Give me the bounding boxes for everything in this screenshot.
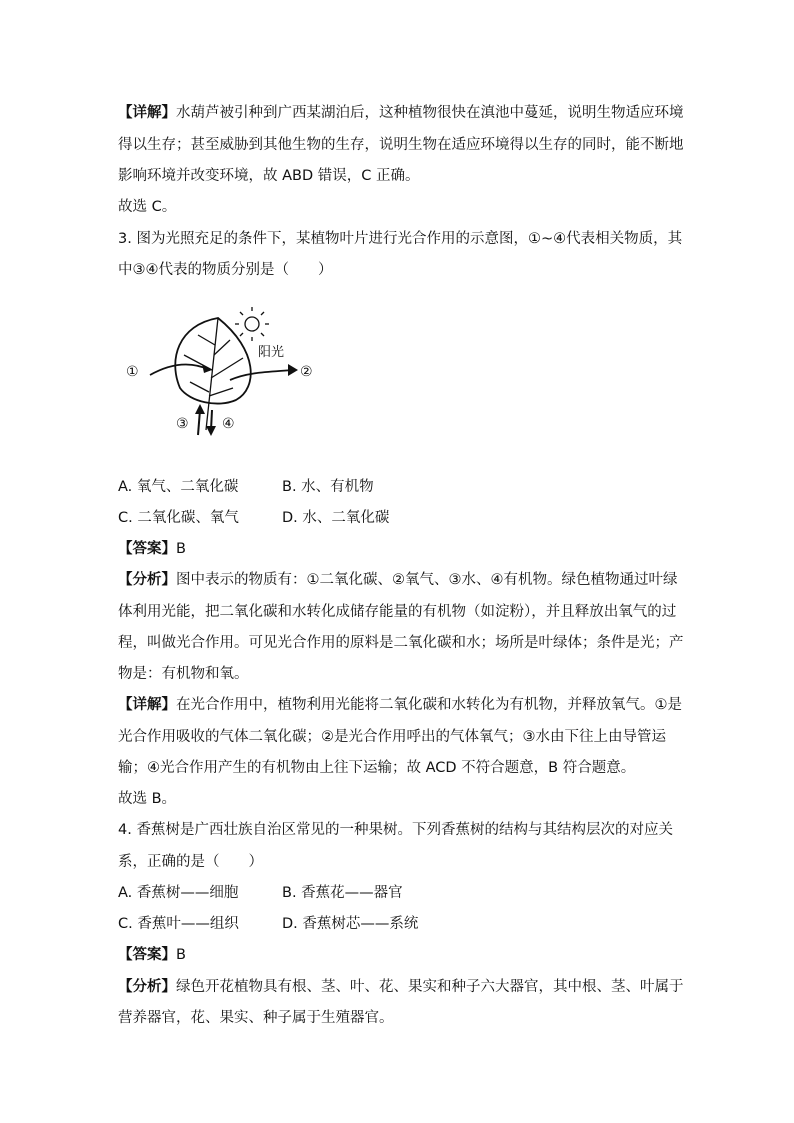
q4-option-d: D. 香蕉树芯——系统 — [282, 916, 419, 932]
detail-text: 水葫芦被引种到广西某湖泊后，这种植物很快在滇池中蔓延，说明生物适应环境 — [176, 105, 684, 121]
arrow-up-icon — [195, 404, 205, 414]
q3-detail-line-2: 光合作用吸收的气体二氧化碳；②是光合作用呼出的气体氧气；③水由下往上由导管运 — [118, 729, 666, 745]
label-4: ④ — [222, 416, 235, 432]
q3-option-d: D. 水、二氧化碳 — [282, 510, 390, 526]
label-2: ② — [300, 364, 313, 380]
detail-tag: 【详解】 — [118, 697, 176, 713]
answer-value: B — [176, 541, 186, 557]
q3-analysis-line-1 — [118, 570, 678, 590]
detail-tag: 【详解】 — [118, 105, 176, 121]
q2-detail-line-3: 影响环境并改变环境，故 ABD 错误，C 正确。 — [118, 168, 420, 184]
q4-analysis-line-2: 营养器官，花、果实、种子属于生殖器官。 — [118, 1010, 394, 1026]
leaf-diagram — [118, 300, 328, 450]
q3-stem-line-1: 3. 图为光照充足的条件下，某植物叶片进行光合作用的示意图，①~④代表相关物质，其 — [118, 231, 683, 247]
q4-analysis-line-1 — [118, 977, 684, 997]
analysis-text: 绿色开花植物具有根、茎、叶、花、果实和种子六大器官，其中根、茎、叶属于 — [176, 979, 684, 995]
arrow-out-icon — [288, 364, 298, 376]
q2-detail-line-1 — [118, 103, 684, 123]
label-3: ③ — [176, 416, 189, 432]
q3-answer — [118, 539, 678, 559]
q3-choice: 故选 B。 — [118, 791, 177, 807]
sun-label: 阳光 — [258, 345, 285, 360]
q3-stem-line-2: 中③④代表的物质分别是（ ） — [118, 262, 333, 278]
label-1: ① — [126, 364, 139, 380]
answer-tag: 【答案】 — [118, 541, 176, 557]
q3-detail-line-1 — [118, 695, 682, 715]
q4-option-b: B. 香蕉花——器官 — [282, 885, 403, 901]
analysis-text: 图中表示的物质有：①二氧化碳、②氧气、③水、④有机物。绿色植物通过叶绿 — [176, 572, 678, 588]
q4-option-a: A. 香蕉树——细胞 — [118, 885, 239, 901]
q4-answer — [118, 945, 678, 965]
q3-option-b: B. 水、有机物 — [282, 479, 374, 495]
q2-choice: 故选 C。 — [118, 199, 177, 215]
q4-option-c: C. 香蕉叶——组织 — [118, 916, 239, 932]
arrow-down-icon — [206, 426, 216, 436]
q3-detail-line-3: 输；④光合作用产生的有机物由上往下运输；故 ACD 不符合题意，B 符合题意。 — [118, 760, 636, 776]
q4-stem-line-1: 4. 香蕉树是广西壮族自治区常见的一种果树。下列香蕉树的结构与其结构层次的对应关 — [118, 822, 673, 838]
detail-text: 在光合作用中，植物利用光能将二氧化碳和水转化为有机物，并释放氧气。①是 — [176, 697, 682, 713]
q3-analysis-line-3: 程，叫做光合作用。可见光合作用的原料是二氧化碳和水；场所是叶绿体；条件是光；产 — [118, 635, 684, 651]
q3-option-c: C. 二氧化碳、氧气 — [118, 510, 239, 526]
q3-option-a: A. 氧气、二氧化碳 — [118, 479, 239, 495]
q3-analysis-line-2: 体利用光能，把二氧化碳和水转化成储存能量的有机物（如淀粉），并且释放出氧气的过 — [118, 604, 677, 620]
photosynthesis-leaf-figure — [118, 300, 328, 450]
answer-value: B — [176, 947, 186, 963]
analysis-tag: 【分析】 — [118, 979, 176, 995]
sun-icon — [235, 307, 269, 341]
answer-tag: 【答案】 — [118, 947, 176, 963]
analysis-tag: 【分析】 — [118, 572, 176, 588]
q4-stem-line-2: 系，正确的是（ ） — [118, 854, 263, 870]
q3-analysis-line-4: 物是：有机物和氧。 — [118, 666, 249, 682]
q2-detail-line-2: 得以生存；甚至威胁到其他生物的生存，说明生物在适应环境得以生存的同时，能不断地 — [118, 137, 684, 153]
